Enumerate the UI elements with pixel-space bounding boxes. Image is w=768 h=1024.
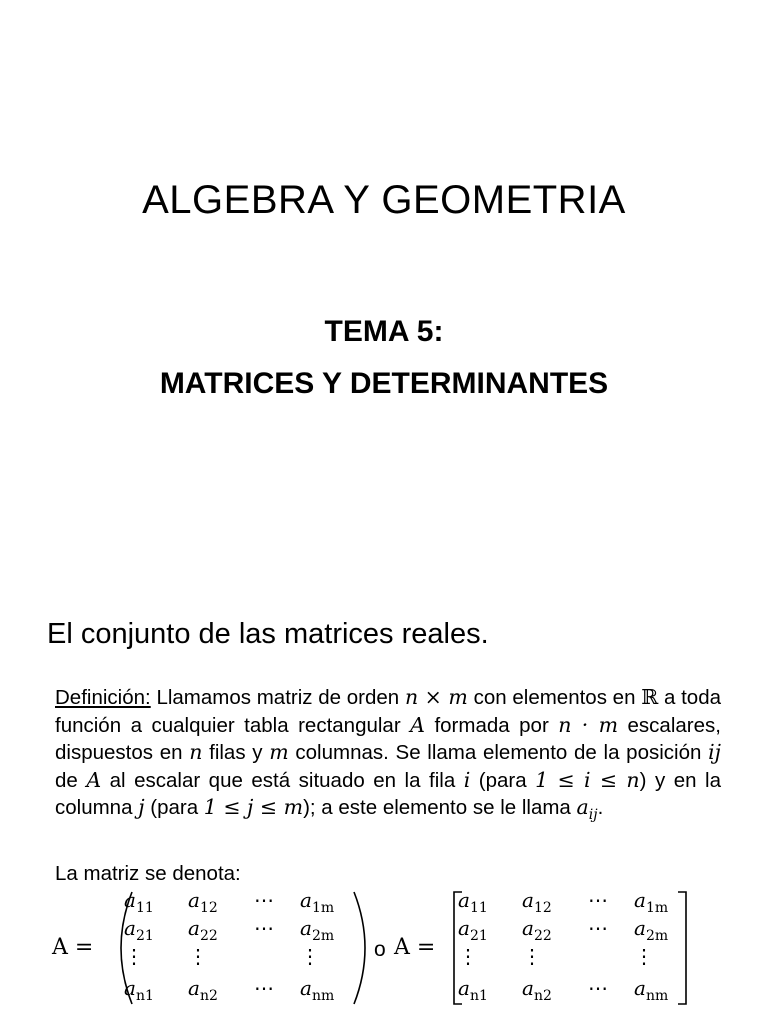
math-n: n xyxy=(189,740,203,765)
definition-text: (para xyxy=(144,796,204,820)
denote-label: La matriz se denota: xyxy=(55,862,241,885)
definition-text: filas y xyxy=(202,741,270,765)
definition-text: columnas. Se llama elemento de la posición xyxy=(288,741,709,765)
math-range-j: 1 ≤ j ≤ m xyxy=(203,795,304,820)
definition-label: Definición: xyxy=(55,686,151,709)
matrix-entry: ⋮ xyxy=(522,944,542,968)
definition-text: ) y en la columna xyxy=(55,768,721,820)
matrix-entry: ⋯ xyxy=(254,976,274,1000)
math-element-base: a xyxy=(576,795,589,820)
matrix-entry: ⋯ xyxy=(254,888,274,912)
definition-text: al escalar que está situado en la fila xyxy=(101,768,464,792)
matrix-entry: ⋯ xyxy=(588,976,608,1000)
equation-lhs-2: A = xyxy=(394,935,436,960)
topic-name: MATRICES Y DETERMINANTES xyxy=(159,367,609,400)
definition-text: formada por xyxy=(424,713,559,737)
matrix-equation xyxy=(52,888,752,1008)
definition-text: ); a este elemento se le llama xyxy=(303,796,577,820)
matrix-entry: $a_{22}$ xyxy=(522,916,552,944)
math-ij: ij xyxy=(708,740,721,765)
math-i: i xyxy=(463,767,471,792)
math-m: m xyxy=(269,740,289,765)
matrix-entry: ⋮ xyxy=(188,944,208,968)
math-j: j xyxy=(138,795,145,820)
math-order: n × m xyxy=(404,685,468,709)
matrix-entry: ⋮ xyxy=(458,944,478,968)
matrix-entry: $a_{nm}$ xyxy=(300,976,335,1004)
matrix-entry: $a_{n1}$ xyxy=(124,976,154,1004)
definition-text: escalares, dispuestos en xyxy=(55,713,721,765)
math-element-sub: ij xyxy=(588,807,598,824)
matrix-entry: $a_{11}$ xyxy=(124,888,154,916)
topic-heading xyxy=(0,306,768,410)
matrix-entry: ⋯ xyxy=(588,888,608,912)
section-heading: El conjunto de las matrices reales. xyxy=(47,618,489,650)
topic-number: TEMA 5: xyxy=(324,315,444,348)
definition-text: (para xyxy=(470,768,536,792)
matrix-entry: $a_{2m}$ xyxy=(634,916,669,944)
matrix-right xyxy=(52,888,752,1008)
matrix-entry: ⋮ xyxy=(124,944,144,968)
matrix-entry: $a_{1m}$ xyxy=(634,888,669,916)
matrix-entry: $a_{21}$ xyxy=(458,916,488,944)
definition-text: Llamamos matriz de orden xyxy=(150,686,405,709)
matrix-entry: ⋯ xyxy=(254,916,274,940)
equation-connector: o xyxy=(374,938,386,961)
definition-text: a toda función a cualquier tabla rectangular xyxy=(55,686,721,737)
matrix-entry: ⋮ xyxy=(634,944,654,968)
matrix-entry: ⋯ xyxy=(588,916,608,940)
matrix-entry: $a_{2m}$ xyxy=(300,916,335,944)
definition-text: con elementos en xyxy=(467,686,642,709)
matrix-entry: $a_{11}$ xyxy=(458,888,488,916)
matrix-entry: $a_{n1}$ xyxy=(458,976,488,1004)
matrix-entry: $a_{nm}$ xyxy=(634,976,669,1004)
matrix-entry: $a_{n2}$ xyxy=(522,976,552,1004)
definition-text: de xyxy=(55,768,87,792)
math-matrix-a: A xyxy=(410,712,425,737)
definition-paragraph xyxy=(55,684,721,830)
definition-text: . xyxy=(597,796,604,820)
matrix-entry: $a_{n2}$ xyxy=(188,976,218,1004)
matrix-entry: $a_{12}$ xyxy=(522,888,552,916)
matrix-entry: $a_{22}$ xyxy=(188,916,218,944)
math-element xyxy=(576,795,598,824)
matrix-entry: $a_{1m}$ xyxy=(300,888,335,916)
equation-lhs: A = xyxy=(52,935,94,960)
matrix-entry: $a_{12}$ xyxy=(188,888,218,916)
math-product: n · m xyxy=(558,712,619,737)
matrix-entry: ⋮ xyxy=(300,944,320,968)
matrix-entry: $a_{21}$ xyxy=(124,916,154,944)
page-title: ALGEBRA Y GEOMETRIA xyxy=(142,178,626,222)
math-matrix-a: A xyxy=(86,767,102,792)
math-reals: ℝ xyxy=(641,685,659,709)
math-range-i: 1 ≤ i ≤ n xyxy=(535,767,640,792)
